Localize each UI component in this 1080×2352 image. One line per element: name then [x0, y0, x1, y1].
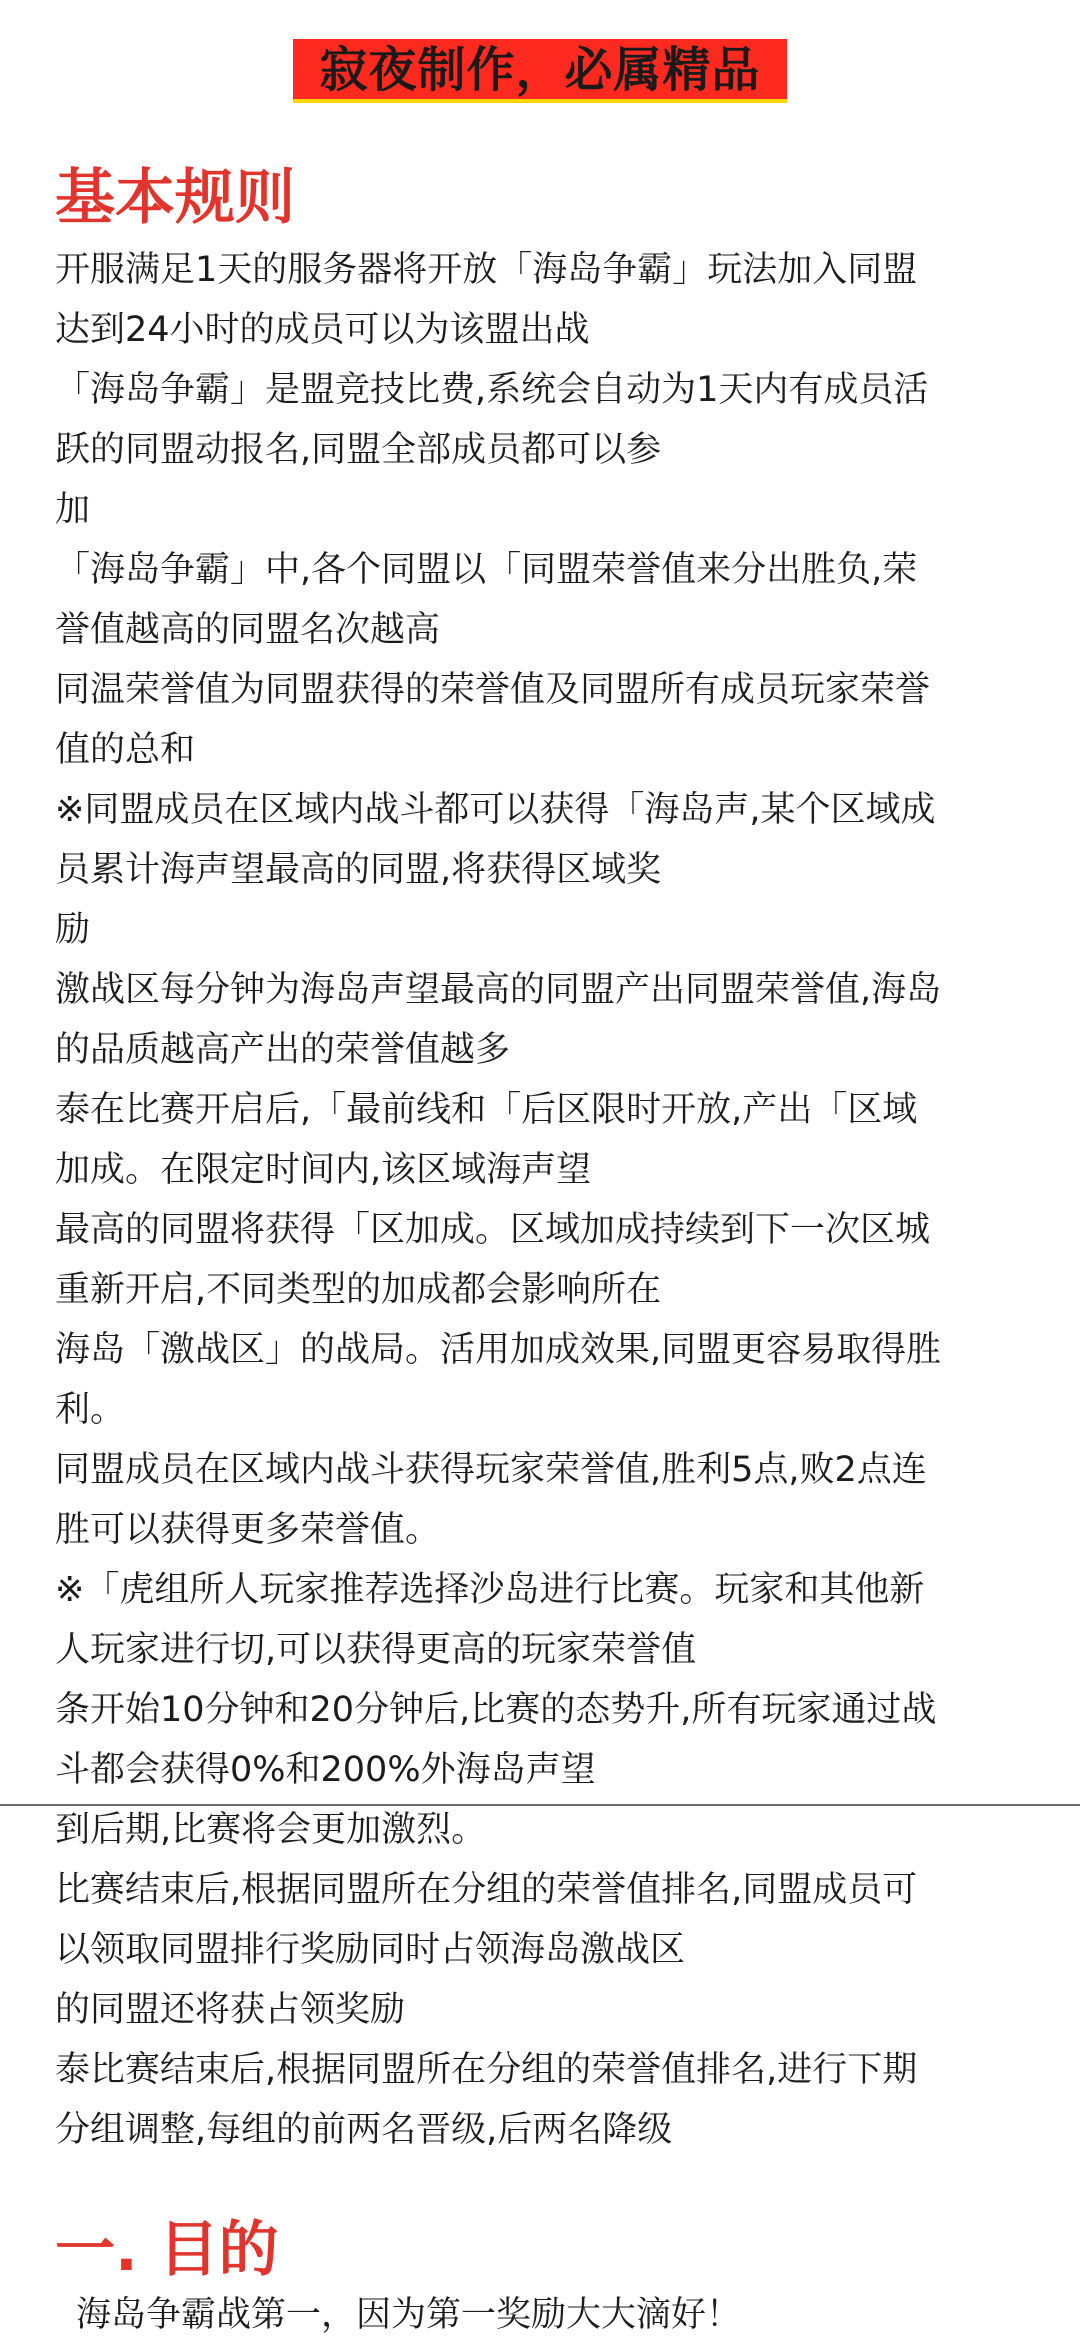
rule-line: 加 [55, 490, 91, 530]
banner-text: 寂夜制作，必属精品 [319, 42, 761, 98]
purpose-text: 海岛争霸战第一，因为第一奖励大大滴好！ [76, 2295, 742, 2335]
rule-line: 比赛结束后,根据同盟所在分组的荣誉值排名,同盟成员可 [55, 1870, 918, 1910]
rule-line: 值的总和 [55, 730, 196, 770]
rule-line: 分组调整,每组的前两名晋级,后两名降级 [55, 2110, 673, 2150]
rule-line: 斗都会获得0%和200%外海岛声望 [55, 1750, 596, 1790]
rule-line: 激战区每分钟为海岛声望最高的同盟产出同盟荣誉值,海岛 [55, 970, 942, 1010]
rule-line: 泰在比赛开启后,「最前线和「后区限时开放,产出「区域 [55, 1090, 918, 1130]
rule-line: 「海岛争霸」是盟竞技比费,系统会自动为1天内有成员活 [55, 370, 929, 410]
rules-list [55, 240, 1065, 2160]
rule-line: 利。 [55, 1390, 126, 1430]
rule-line: 胜可以获得更多荣誉值。 [55, 1510, 441, 1550]
rule-line: 开服满足1天的服务器将开放「海岛争霸」玩法加入同盟 [55, 250, 918, 290]
section-title-basic-rules: 基本规则 [55, 163, 295, 233]
rule-line: 的品质越高产出的荣誉值越多 [55, 1030, 511, 1070]
rule-line: ※「虎组所人玩家推荐选择沙岛进行比赛。玩家和其他新 [55, 1570, 925, 1610]
rule-line: 誉值越高的同盟名次越高 [55, 610, 441, 650]
screenshot-stitch-divider [0, 1804, 1080, 1806]
rule-line: 以领取同盟排行奖励同时占领海岛激战区 [55, 1930, 686, 1970]
rule-line: 到后期,比赛将会更加激烈。 [55, 1810, 487, 1850]
section-title-purpose: 一. 目的 [55, 2215, 279, 2285]
rule-line: 海岛「激战区」的战局。活用加成效果,同盟更容易取得胜 [55, 1330, 942, 1370]
rule-line: 泰比赛结束后,根据同盟所在分组的荣誉值排名,进行下期 [55, 2050, 918, 2090]
rule-line: 同温荣誉值为同盟获得的荣誉值及同盟所有成员玩家荣誉 [55, 670, 931, 710]
rule-line: 加成。在限定时间内,该区域海声望 [55, 1150, 592, 1190]
rule-line: 达到24小时的成员可以为该盟出战 [55, 310, 590, 350]
rule-line: 最高的同盟将获得「区加成。区域加成持续到下一次区城 [55, 1210, 931, 1250]
rule-line: 人玩家进行切,可以获得更高的玩家荣誉值 [55, 1630, 697, 1670]
rule-line: 同盟成员在区域内战斗获得玩家荣誉值,胜利5点,败2点连 [55, 1450, 927, 1490]
rule-line: 条开始10分钟和20分钟后,比赛的态势升,所有玩家通过战 [55, 1690, 937, 1730]
rule-line: 员累计海声望最高的同盟,将获得区域奖 [55, 850, 662, 890]
rule-line: 跃的同盟动报名,同盟全部成员都可以参 [55, 430, 662, 470]
rule-line: 重新开启,不同类型的加成都会影响所在 [55, 1270, 662, 1310]
rule-line: 励 [55, 910, 91, 950]
rule-line: 的同盟还将获占领奖励 [55, 1990, 406, 2030]
title-banner [293, 39, 787, 103]
rule-line: ※同盟成员在区域内战斗都可以获得「海岛声,某个区域成 [55, 790, 936, 830]
rule-line: 「海岛争霸」中,各个同盟以「同盟荣誉值来分出胜负,荣 [55, 550, 918, 590]
